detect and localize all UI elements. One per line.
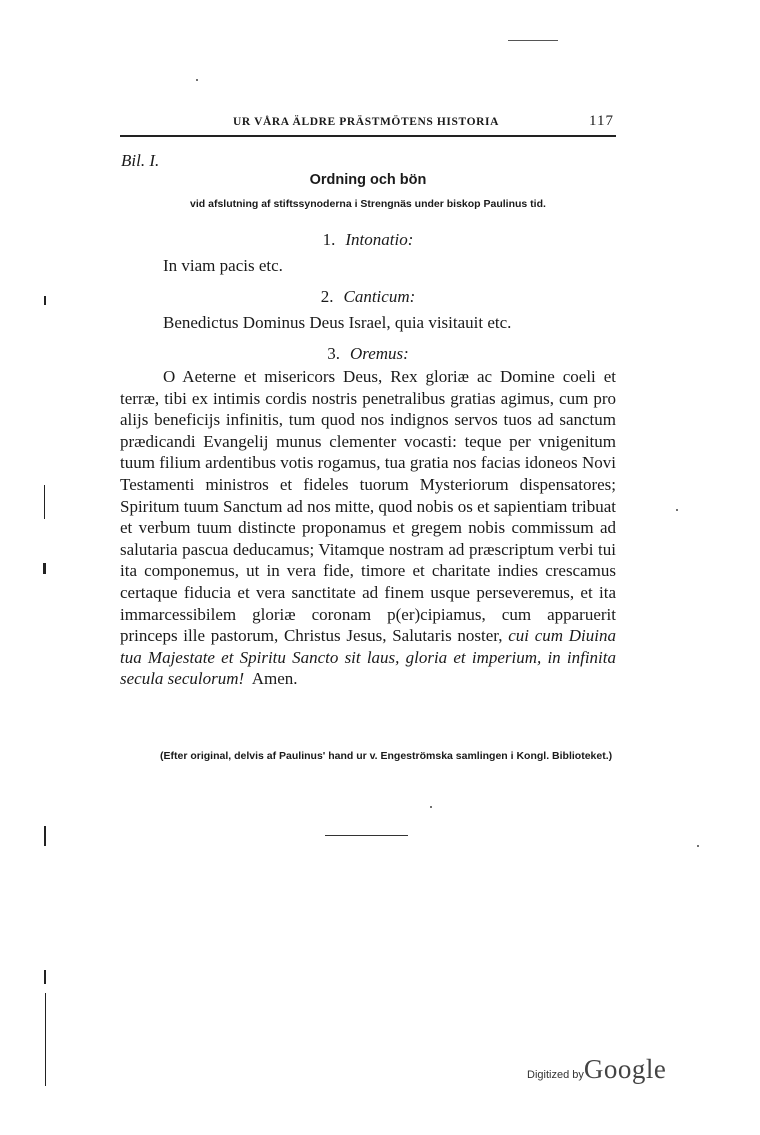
section-number: 2. [320, 287, 334, 306]
section-title: Canticum: [343, 287, 416, 306]
section-number: 1. [322, 230, 336, 249]
section-heading [120, 230, 616, 250]
watermark-prefix: Digitized by [527, 1069, 584, 1081]
section-text: Benedictus Dominus Deus Israel, quia visitauit etc. [163, 313, 512, 332]
scan-speck [196, 79, 198, 81]
header-rule [120, 135, 616, 137]
running-header-title: UR VÅRA ÄLDRE PRÄSTMÖTENS HISTORIA [233, 116, 499, 128]
scan-speck [430, 806, 432, 808]
section-title: Intonatio: [345, 230, 414, 249]
section-title: Oremus: [349, 344, 409, 363]
page-number: 117 [589, 113, 614, 129]
margin-mark [44, 485, 45, 519]
section-number: 3. [327, 344, 340, 363]
end-rule [325, 835, 408, 836]
prayer-roman-text: O Aeterne et misericors Deus, Rex gloriæ ac Domine coeli et terræ, tibi ex intimis cordis nostris penetralibus gratias agimus, cum pro alijs beneficijs infinitis, tum quod nos indignos servos tuos ad sanctum prædicandi Evangelij munus clementer vocasti: teque per vnigenitum tuum filium ardentibus votis rogamus, tua gratia nos facias idoneos Novi Testamenti ministros et fideles tuorum Mysteriorum dispensatores; Spiritum tuum Sanctum ad nos mitte, quod nobis os et sapientiam tribuat et verbum tuum distincte proponamus et gregem nobis commissum ad salutaria pascua deducamus; Vitamque nostram ad præscriptum verbi tui ita componemus, ut in vera fide, timore et charitate indies crescamus certaque fiducia et vera sanctitate ad finem usque perseveremus, et ita immarcessibilem gloriæ coronam p(er)cipiamus, cum apparuerit princeps ille pastorum, Christus Jesus, Salutaris noster, [120, 367, 616, 646]
source-note: (Efter original, delvis af Paulinus' hand ur v. Engeströmska samlingen i Kongl. Biblioteket.) [160, 750, 613, 762]
document-title: Ordning och bön [309, 172, 427, 188]
margin-mark [44, 296, 46, 305]
scan-speck [676, 509, 678, 511]
scan-speck [697, 845, 699, 847]
digitized-watermark [527, 1054, 666, 1085]
prayer-italic-doxology: cui cum Diuina tua Majestate et Spiritu Sancto sit laus, gloria et imperium, in infinita secula seculorum! [120, 626, 616, 689]
margin-mark [43, 563, 46, 574]
prayer-text [120, 366, 616, 690]
section-heading [120, 344, 616, 364]
margin-mark [44, 826, 46, 846]
prayer-amen: Amen. [251, 669, 298, 689]
section-heading [120, 287, 616, 307]
appendix-label: Bil. I. [121, 151, 160, 170]
margin-mark [44, 970, 46, 984]
scan-dash-mark [508, 40, 558, 41]
document-subtitle: vid afslutning af stiftssynoderna i Strengnäs under biskop Paulinus tid. [190, 198, 546, 210]
section-text: In viam pacis etc. [163, 256, 283, 275]
margin-mark [45, 993, 46, 1086]
google-logo: Google [583, 1054, 667, 1084]
